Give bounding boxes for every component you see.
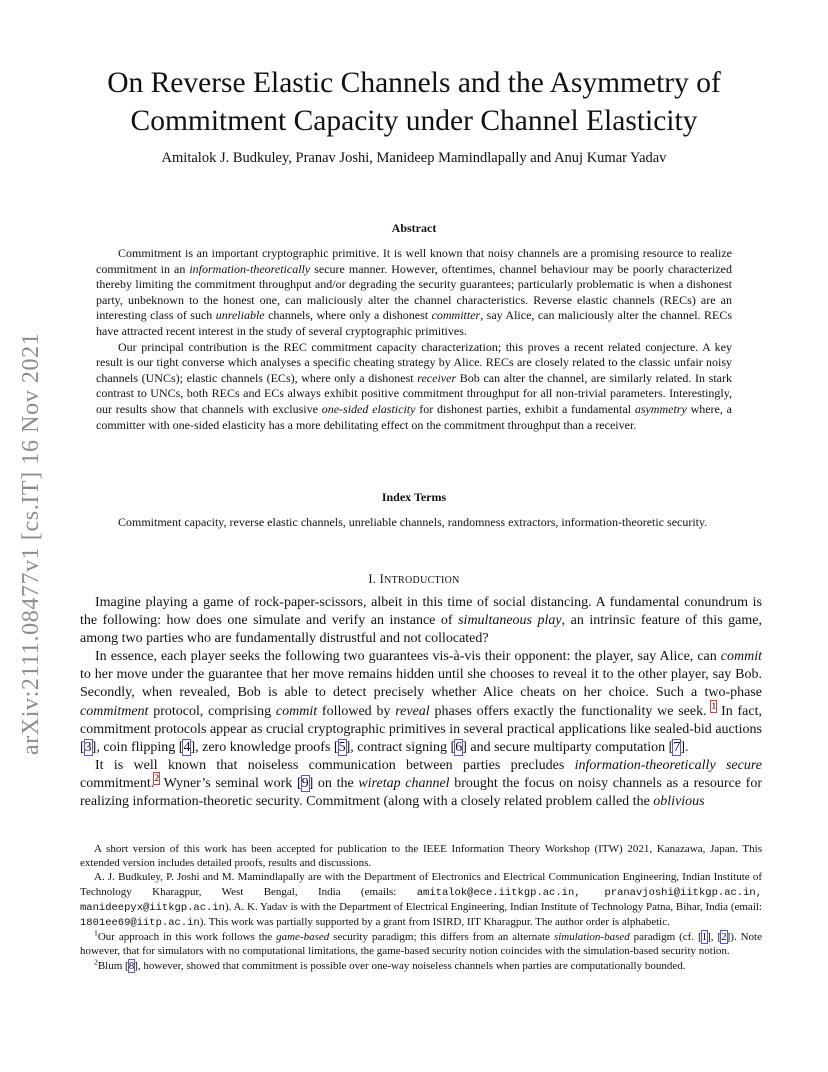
abstract-paragraph-2: Our principal contribution is the REC commitment capacity characterization; this proves a recent related conjecture. A key result is our tight converse which analyses a specific cheating strategy by Alice. RECs are closely related to the classic unfair noisy channels (UNCs); elastic channels (ECs), where only a dishonest receiver Bob can alter the channel, are similarly related. In stark contrast to UNCs, both RECs and ECs always exhibit positive commitment throughput for all non-trivial parameters. Interestingly, our results show that channels with exclusive one-sided elasticity for dishonest parties, exhibit a fundamental asymmetry where, a committer with one-sided elasticity has a more debilitating effect on the commitment throughput than a receiver. bbox=[96, 339, 732, 432]
footnote-affiliations: A. J. Budkuley, P. Joshi and M. Mamindlapally are with the Department of Electronics and Electrical Communication Engineering, Indian Institute of Technology Kharagpur, West Bengal, India (emails: amitalok@ece.iitkgp.ac.in, pranavjoshi@iitkgp.ac.in, manideepyx@iitkgp.ac.in). A. K. Yadav is with the Department of Electrical Engineering, Indian Institute of Technology Patna, Bihar, India (email: 1801ee69@iitp.ac.in). This work was partially supported by a grant from ISIRD, IIT Kharagpur. The author order is alphabetic. bbox=[80, 871, 762, 930]
citation-link-3[interactable]: 3 bbox=[84, 739, 92, 755]
footnote-2: $^2$Blum [8], however, showed that commitment is possible over one-way noiseless channels when parties are computationally bounded. bbox=[94, 956, 686, 972]
section-heading-introduction: I. INTRODUCTION bbox=[368, 572, 460, 586]
body-paragraph-2: In essence, each player seeks the following two guarantees vis-à-vis their opponent: the player, say Alice, can commit to her move under the guarantee that her move remains hidden until she chooses to reveal it to the other player, say Bob. Secondly, when revealed, Bob is able to detect precisely whether Alice cheats on her choice. Such a two-phase commitment protocol, comprising commit followed by reveal phases offers exactly the functionality we seek. $^1$ In fact, commitment protocols appear as crucial cryptographic primitives in several practical applications like sealed-bid auctions [3], coin flipping [4], zero knowledge proofs [5], contract signing [6] and secure multiparty computation [7]. bbox=[80, 649, 762, 755]
main-body-text bbox=[80, 594, 762, 811]
footnote-link-2[interactable]: 2 bbox=[154, 773, 160, 785]
citation-link-2[interactable]: 2 bbox=[721, 931, 727, 944]
citation-link-8[interactable]: 8 bbox=[128, 959, 135, 972]
abstract-paragraph-1: Commitment is an important cryptographic primitive. It is well known that noisy channels are a promising resource to realize commitment in an information-theoretically secure manner. However, oftentimes, channel behaviour may be poorly characterized thereby limiting the commitment throughput and/or degrading the security guarantees; particularly problematic is when a dishonest party, unbeknown to the honest one, can maliciously alter the channel characteristics. Reverse elastic channels (RECs) are an interesting class of such unreliable channels, where only a dishonest committer, say Alice, can maliciously alter the channel. RECs have attracted recent interest in the study of several cryptographic primitives. bbox=[96, 246, 732, 338]
body-paragraph-1: Imagine playing a game of rock-paper-scissors, albeit in this time of social distancing. A fundamental conundrum is the following: how does one simulate and verify an instance of simultaneous play, an intrinsic feature of this game, among two parties who are fundamentally distrustful and not collocated? bbox=[80, 595, 762, 647]
author-list: Amitalok J. Budkuley, Pranav Joshi, Manideep Mamindlapally and Anuj Kumar Yadav bbox=[161, 150, 667, 166]
author-email-yadav: 1801ee69@iitp.ac.in bbox=[80, 917, 200, 930]
body-paragraph-3: It is well known that noiseless communication between parties precludes information-theoretically secure commitment.$^2$ Wyner’s seminal work [9] on the wiretap channel brought the focus on noisy channels as a resource for realizing information-theoretic security. Commitment (along with a closely related problem called the oblivious bbox=[80, 757, 763, 810]
abstract-body bbox=[96, 246, 732, 433]
index-terms-heading: Index Terms bbox=[381, 490, 447, 504]
footnote-link-1[interactable]: 1 bbox=[711, 700, 717, 712]
author-emails: amitalok@ece.iitkgp.ac.in, pranavjoshi@iitkgp.ac.in, manideepyx@iitkgp.ac.in bbox=[80, 886, 762, 914]
citation-link-6[interactable]: 6 bbox=[455, 739, 463, 755]
paper-title: On Reverse Elastic Channels and the Asymmetry of Commitment Capacity under Channel Elasticity bbox=[107, 67, 721, 137]
index-terms-body: Commitment capacity, reverse elastic channels, unreliable channels, randomness extractors, information-theoretic security. bbox=[118, 515, 708, 529]
citation-link-5[interactable]: 5 bbox=[338, 739, 346, 755]
footnote-acceptance: A short version of this work has been accepted for publication to the IEEE Information Theory Workshop (ITW) 2021, Kanazawa, Japan. This extended version includes detailed proofs, results and discussions. bbox=[80, 843, 762, 870]
citation-link-1[interactable]: 1 bbox=[701, 931, 708, 944]
citation-link-7[interactable]: 7 bbox=[673, 739, 681, 755]
footnotes bbox=[80, 842, 762, 973]
arxiv-identifier: arXiv:2111.08477v1 [cs.IT] 16 Nov 2021 bbox=[18, 332, 44, 755]
footnote-1: $^1$Our approach in this work follows the game-based security paradigm; this differs from an alternate simulation-based paradigm (cf. [1], [2]). Note however, that for simulators with no computational limitations, the game-based security notion coincides with the simulation-based security notion. bbox=[80, 928, 762, 958]
citation-link-4[interactable]: 4 bbox=[183, 739, 191, 755]
citation-link-9[interactable]: 9 bbox=[301, 775, 309, 791]
abstract-heading: Abstract bbox=[391, 221, 437, 235]
